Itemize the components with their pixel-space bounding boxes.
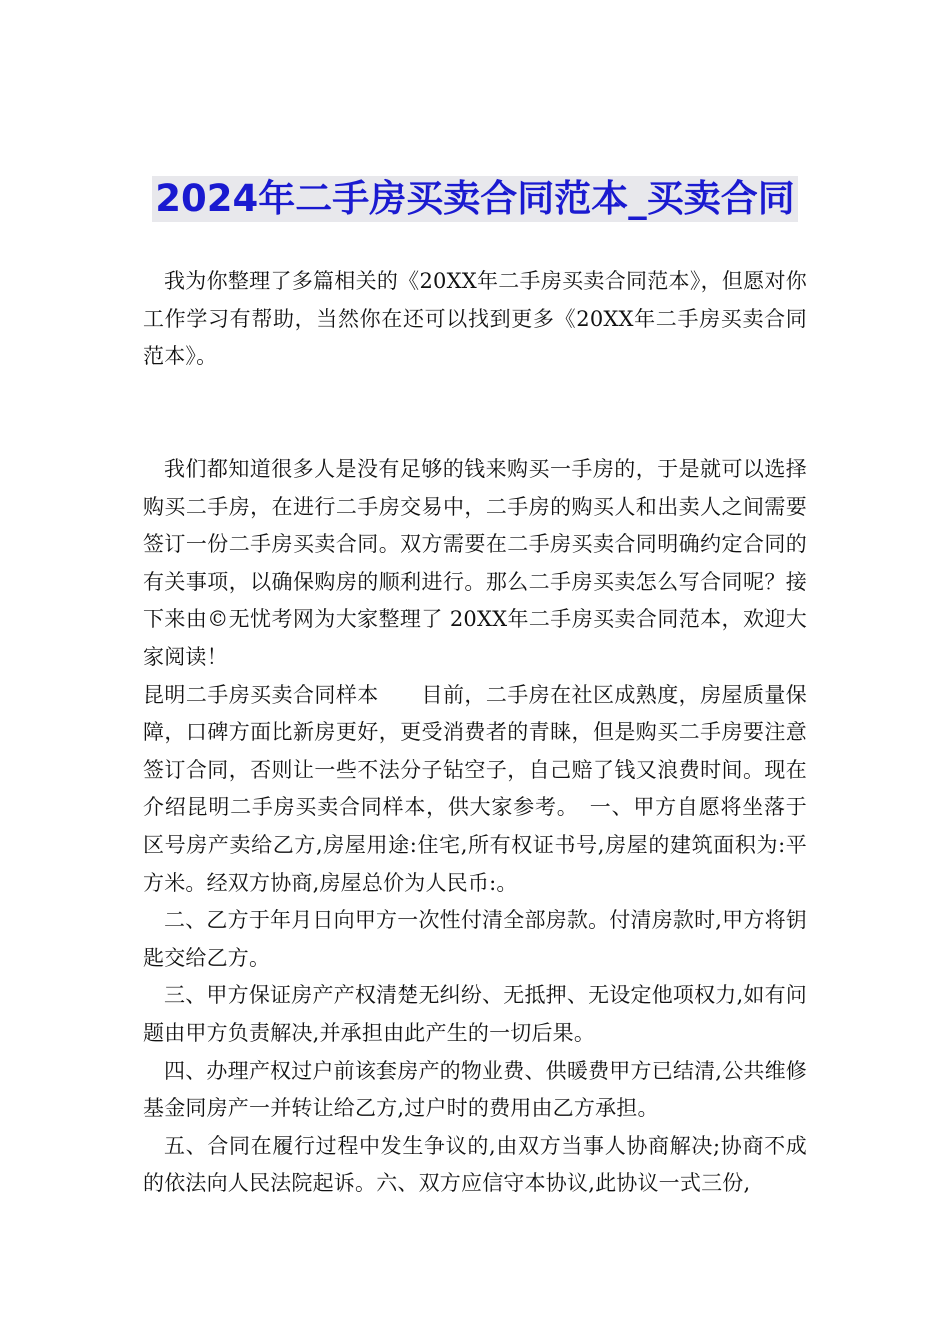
paragraph-5: 四、办理产权过户前该套房产的物业费、供暖费甲方已结清,公共维修基金同房产一并转让给乙方,过户时的费用由乙方承担。 [143, 1058, 807, 1121]
paragraph-6: 五、合同在履行过程中发生争议的,由双方当事人协商解决;协商不成的依法向人民法院起诉。六、双方应信守本协议,此协议一式三份, [143, 1133, 807, 1196]
paragraph-2: 昆明二手房买卖合同样本 目前，二手房在社区成熟度，房屋质量保障，口碑方面比新房更好，更受消费者的青睐，但是购买二手房要注意签订合同，否则让一些不法分子钻空子，自己赔了钱又浪费时间。现在介绍昆明二手房买卖合同样本，供大家参考。 一、甲方自愿将坐落于区号房产卖给乙方,房屋用途:住宅,所有权证书号,房屋的建筑面积为:平方米。经双方协商,房屋总价为人民币:。 [143, 682, 807, 895]
intro-section [143, 263, 807, 376]
intro-paragraph: 我为你整理了多篇相关的《20XX年二手房买卖合同范本》，但愿对你工作学习有帮助，当然你在还可以找到更多《20XX年二手房买卖合同范本》。 [143, 269, 807, 369]
title-container [0, 176, 950, 222]
document-title: 2024年二手房买卖合同范本_买卖合同 [152, 176, 797, 222]
paragraph-3: 二、乙方于年月日向甲方一次性付清全部房款。付清房款时,甲方将钥匙交给乙方。 [143, 908, 807, 970]
paragraph-1: 我们都知道很多人是没有足够的钱来购买一手房的，于是就可以选择购买二手房，在进行二手房交易中，二手房的购买人和出卖人之间需要签订一份二手房买卖合同。双方需要在二手房买卖合同明确约定合同的有关事项，以确保购房的顺利进行。那么二手房买卖怎么写合同呢？接下来由©无忧考网为大家整理了 20XX年二手房买卖合同范本，欢迎大家阅读！ [143, 457, 807, 669]
content-section [143, 451, 807, 1203]
paragraph-4: 三、甲方保证房产产权清楚无纠纷、无抵押、无设定他项权力,如有问题由甲方负责解决,并承担由此产生的一切后果。 [143, 983, 807, 1045]
